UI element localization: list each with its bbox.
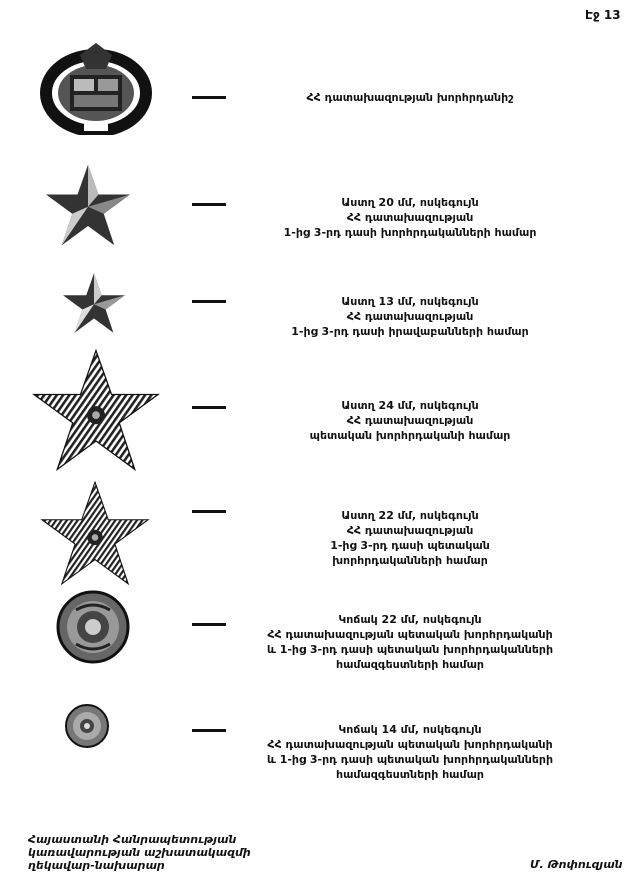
embroidered-star-24mm-icon <box>28 348 164 472</box>
caption-line: Աստղ 13 մմ, ոսկեգույն <box>341 295 479 308</box>
caption-star-24mm <box>240 398 580 443</box>
page-number: Էջ 13 <box>585 8 621 22</box>
caption-line: ՀՀ դատախազության <box>346 211 474 224</box>
caption-emblem <box>240 90 580 105</box>
button-22mm-icon <box>56 590 130 664</box>
footer-line: ղեկավար-նախարար <box>28 859 165 872</box>
caption-line: ՀՀ դատախազության պետական խորհրդականի <box>267 738 553 751</box>
caption-line: ՀՀ դատախազության պետական խորհրդականի <box>267 628 553 641</box>
caption-button-14mm <box>240 722 580 782</box>
button-14mm-icon <box>64 703 110 749</box>
gold-star-13mm-icon <box>60 272 128 334</box>
coat-of-arms-emblem-icon <box>40 35 152 135</box>
footer-line: Հայաստանի Հանրապետության <box>28 833 237 846</box>
caption-line: ՀՀ դատախազության <box>346 414 474 427</box>
caption-line: համազգեստների համար <box>336 658 484 671</box>
caption-line: 1-ից 3-րդ դասի իրավաբանների համար <box>291 325 529 338</box>
caption-line: Աստղ 24 մմ, ոսկեգույն <box>341 399 479 412</box>
caption-line: խորհրդականների համար <box>332 554 488 567</box>
caption-star-22mm <box>240 508 580 568</box>
caption-line: համազգեստների համար <box>336 768 484 781</box>
caption-line: Կոճակ 22 մմ, ոսկեգույն <box>338 613 482 626</box>
caption-line: 1-ից 3-րդ դասի խորհրդականների համար <box>283 226 537 239</box>
caption-star-13mm <box>240 294 580 339</box>
caption-star-20mm <box>240 195 580 240</box>
embroidered-star-22mm-icon <box>36 480 154 586</box>
caption-line: Աստղ 20 մմ, ոսկեգույն <box>341 196 479 209</box>
caption-line: 1-ից 3-րդ դասի պետական <box>330 539 490 552</box>
caption-line: ՀՀ դատախազության <box>346 310 474 323</box>
footer-signature-name: Մ. Թոփուզյան <box>530 858 623 871</box>
caption-line: պետական խորհրդականի համար <box>309 429 511 442</box>
caption-line: ՀՀ դատախազության <box>346 524 474 537</box>
caption-line: Աստղ 22 մմ, ոսկեգույն <box>341 509 479 522</box>
caption-line: Կոճակ 14 մմ, ոսկեգույն <box>338 723 482 736</box>
caption-line: և 1-ից 3-րդ դասի պետական խորհրդականների <box>266 643 554 656</box>
gold-star-20mm-icon <box>44 163 132 247</box>
footer-line: կառավարության աշխատակազմի <box>28 846 251 859</box>
caption-button-22mm <box>240 612 580 672</box>
caption-line: ՀՀ դատախազության խորհրդանիշ <box>306 91 514 104</box>
caption-line: և 1-ից 3-րդ դասի պետական խորհրդականների <box>266 753 554 766</box>
footer-signatory-title <box>28 833 251 872</box>
